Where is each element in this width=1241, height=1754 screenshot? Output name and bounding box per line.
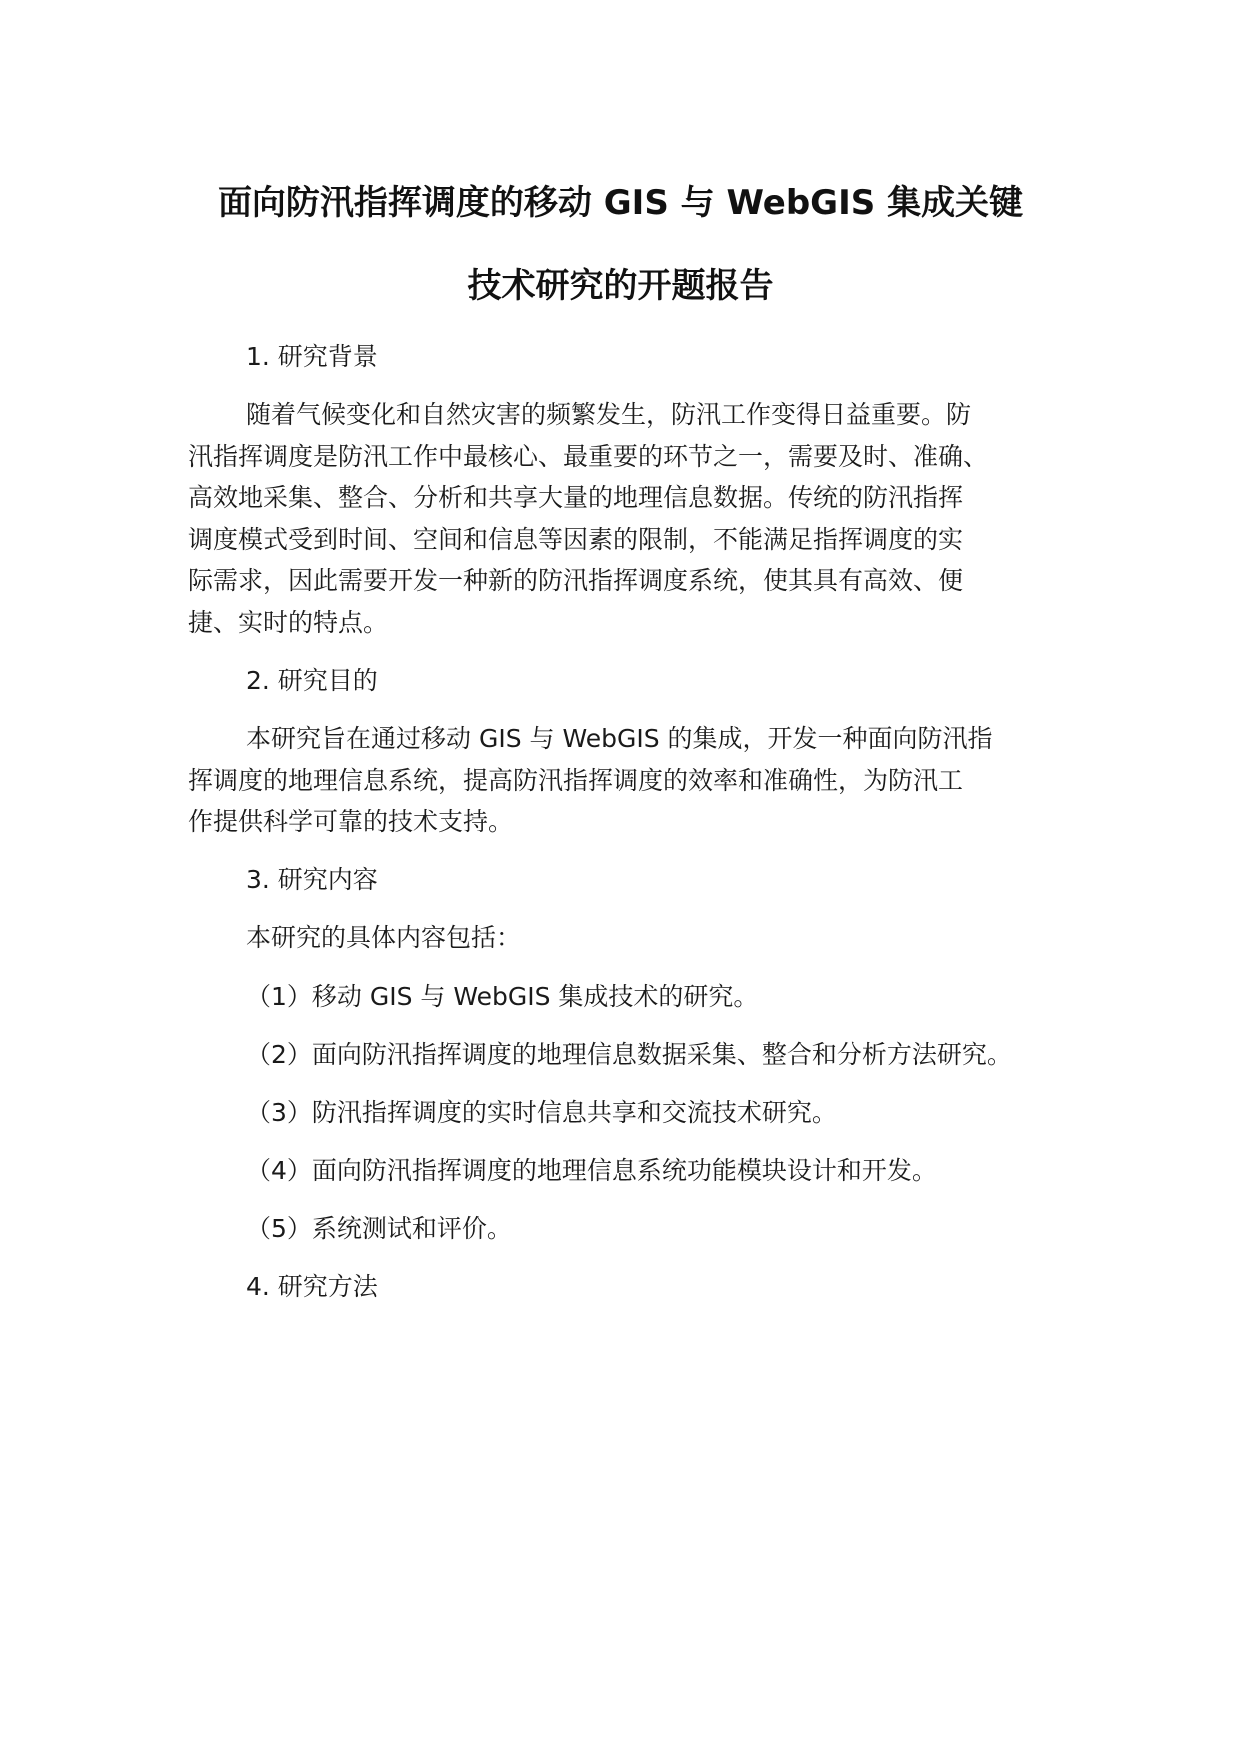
document-title-line-1: 面向防汛指挥调度的移动 GIS 与 WebGIS 集成关键 (217, 183, 1024, 223)
paragraph-line: 随着气候变化和自然灾害的频繁发生，防汛工作变得日益重要。防 (246, 400, 972, 429)
paragraph-line: 捷、实时的特点。 (188, 608, 389, 637)
list-item: （1）移动 GIS 与 WebGIS 集成技术的研究。 (246, 982, 759, 1011)
paragraph-line: 际需求，因此需要开发一种新的防汛指挥调度系统，使其具有高效、便 (188, 566, 964, 595)
list-item: （2）面向防汛指挥调度的地理信息数据采集、整合和分析方法研究。 (246, 1040, 1012, 1069)
paragraph-line: 挥调度的地理信息系统，提高防汛指挥调度的效率和准确性，为防汛工 (188, 766, 964, 795)
list-item: （4）面向防汛指挥调度的地理信息系统功能模块设计和开发。 (246, 1156, 937, 1185)
document-title-line-2: 技术研究的开题报告 (467, 266, 774, 306)
paragraph-line: 调度模式受到时间、空间和信息等因素的限制，不能满足指挥调度的实 (188, 525, 964, 554)
paragraph-line: 作提供科学可靠的技术支持。 (188, 807, 514, 836)
section-heading-content: 3. 研究内容 (246, 865, 378, 894)
section-heading-background: 1. 研究背景 (246, 342, 378, 371)
paragraph-line: 本研究旨在通过移动 GIS 与 WebGIS 的集成，开发一种面向防汛指 (246, 724, 993, 753)
paragraph-line: 汛指挥调度是防汛工作中最核心、最重要的环节之一，需要及时、准确、 (188, 442, 989, 471)
paragraph-line: 高效地采集、整合、分析和共享大量的地理信息数据。传统的防汛指挥 (188, 483, 964, 512)
list-item: （3）防汛指挥调度的实时信息共享和交流技术研究。 (246, 1098, 837, 1127)
section-heading-method: 4. 研究方法 (246, 1272, 378, 1301)
section-heading-purpose: 2. 研究目的 (246, 666, 378, 695)
paragraph-line: 本研究的具体内容包括： (246, 923, 522, 952)
list-item: （5）系统测试和评价。 (246, 1214, 512, 1243)
